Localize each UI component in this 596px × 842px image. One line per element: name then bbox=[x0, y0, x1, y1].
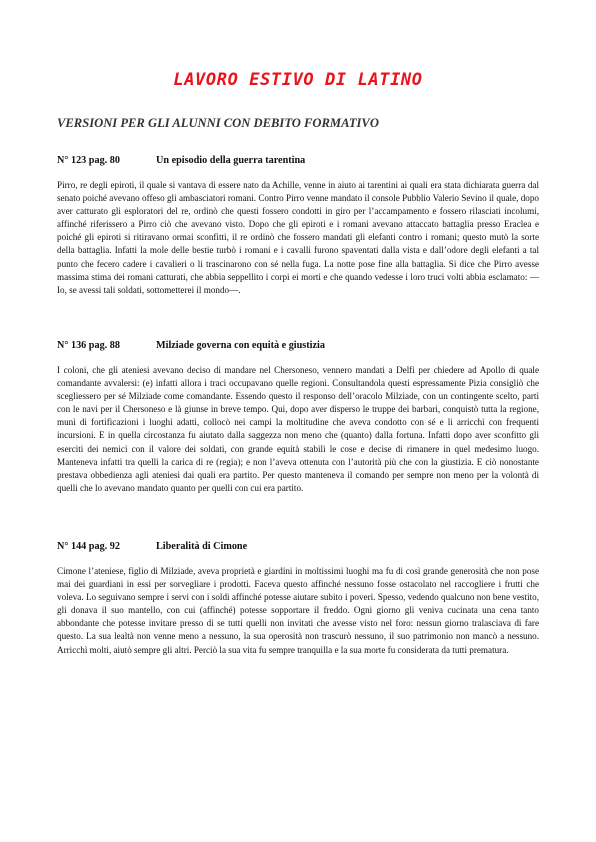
section-title: Liberalità di Cimone bbox=[156, 541, 248, 552]
section-milziade bbox=[57, 339, 539, 504]
section-text: Pirro, re degli epiroti, il quale si vantava di essere nato da Achille, venne in aiuto ai tarentini ai quali era stata dichiarata guerra dal senato poiché avevano offeso gli ambasciatori romani. Contro Pirro venne mandato il console Pubblio Valerio Sevino il quale, dopo aver catturato gli esploratori del re, ordinò che questi fossero condotti in giro per l’accampamento e fossero rilasciati incolumi, affinché riferissero a Pirro ciò che avevano visto. Dopo che gli epiroti e i romani avevano attaccato battaglia presso Eraclea e poiché gli epiroti si ritiravano ormai sconfitti, il re ordinò che fossero mandati gli elefanti contro i romani; questo mutò la sorte della battaglia. Infatti la mole delle bestie turbò i romani e i cavalli furono spaventati dalla vista e dall’odore degli elefanti a tal punto che fecero cadere i cavalieri o li trascinarono con sé nella fuga. La notte pose fine alla battaglia. Si dice che Pirro avesse massima stima dei romani catturati, che abbia seppellito i corpi ei morti e che quando vedesse i loro truci volti abbia esclamato: —Io, se avessi tali soldati, sottometterei il mondo—. bbox=[57, 180, 539, 295]
section-cimone bbox=[57, 540, 539, 666]
exercise-reference: N° 123 pag. 80 bbox=[57, 155, 120, 166]
section-heading bbox=[57, 540, 539, 554]
exercise-reference: N° 144 pag. 92 bbox=[57, 541, 120, 552]
section-text: Cimone l’ateniese, figlio di Milziade, aveva proprietà e giardini in moltissimi luoghi ma fu di così grande generosità che non pose mai dei guardiani in essi per sorvegliare i prodotti. Faceva questo affinché nessuno fosse ostacolato nel raccogliere i frutti che voleva. Lo seguivano sempre i servi con i soldi affinché potesse aiutare subito i poveri. Spesso, vedendo qualcuno non bene vestito, gli donava il suo mantello, con cui (affinché) potesse sopportare il freddo. Ogni giorno gli veniva cucinata una cena tanto abbondante che potesse invitare presso di se tutti quelli non invitati che avesse visto nel foro: nessun giorno tralasciava di fare questo. La sua lealtà non venne meno a nessuno, la sua operosità non trascurò nessuno, il suo patrimonio non mancò a nessuno. Arricchì molti, aiutò sempre gli altri. Perciò la sua vita fu sempre tranquilla e la sua morte fu considerata da tutti prematura. bbox=[57, 566, 539, 655]
section-title: Milziade governa con equità e giustizia bbox=[156, 340, 325, 351]
section-guerra-tarentina bbox=[57, 154, 539, 306]
document-title: LAVORO ESTIVO DI LATINO bbox=[173, 70, 423, 90]
exercise-reference: N° 136 pag. 88 bbox=[57, 340, 120, 351]
section-heading bbox=[57, 154, 539, 168]
section-title: Un episodio della guerra tarentina bbox=[156, 155, 306, 166]
section-text: I coloni, che gli ateniesi avevano deciso di mandare nel Chersoneso, vennero mandati a Delfi per chiedere ad Apollo di quale comandante avvalersi: (e) infatti allora i traci occupavano quelle regioni. Consultandola questi espressamente Pizia consigliò che scegliessero per sé Milziade come comandante. Essendo questo il responso dell’oracolo Milziade, con un contingente scelto, partì con le navi per il Chersoneso e là giunse in breve tempo. Qui, dopo aver disperso le truppe dei barbari, conquistò tutta la regione, munì di fortificazioni i luoghi adatti, collocò nei campi la moltitudine che aveva condotto con sé e li arricchì con frequenti incursioni. E in quella circostanza fu aiutato dalla saggezza non meno che (quanto) dalla fortuna. Infatti dopo aver sconfitto gli eserciti dei nemici con il valore dei soldati, con grande equità stabilì le cose e decise di rimanere in quel medesimo luogo. Manteneva infatti tra quelli la carica di re (regia); e non l’aveva ottenuta con l’autorità più che con la giustizia. E ciò nonostante prestava obbedienza agli ateniesi dai quali era partito. Per questo manteneva il comando per sempre non meno per la volontà di quelli che lo avevano mandato quanto per quelli con cui era partito. bbox=[57, 365, 539, 493]
section-heading bbox=[57, 339, 539, 353]
document-subtitle: VERSIONI PER GLI ALUNNI CON DEBITO FORMATIVO bbox=[57, 116, 379, 130]
